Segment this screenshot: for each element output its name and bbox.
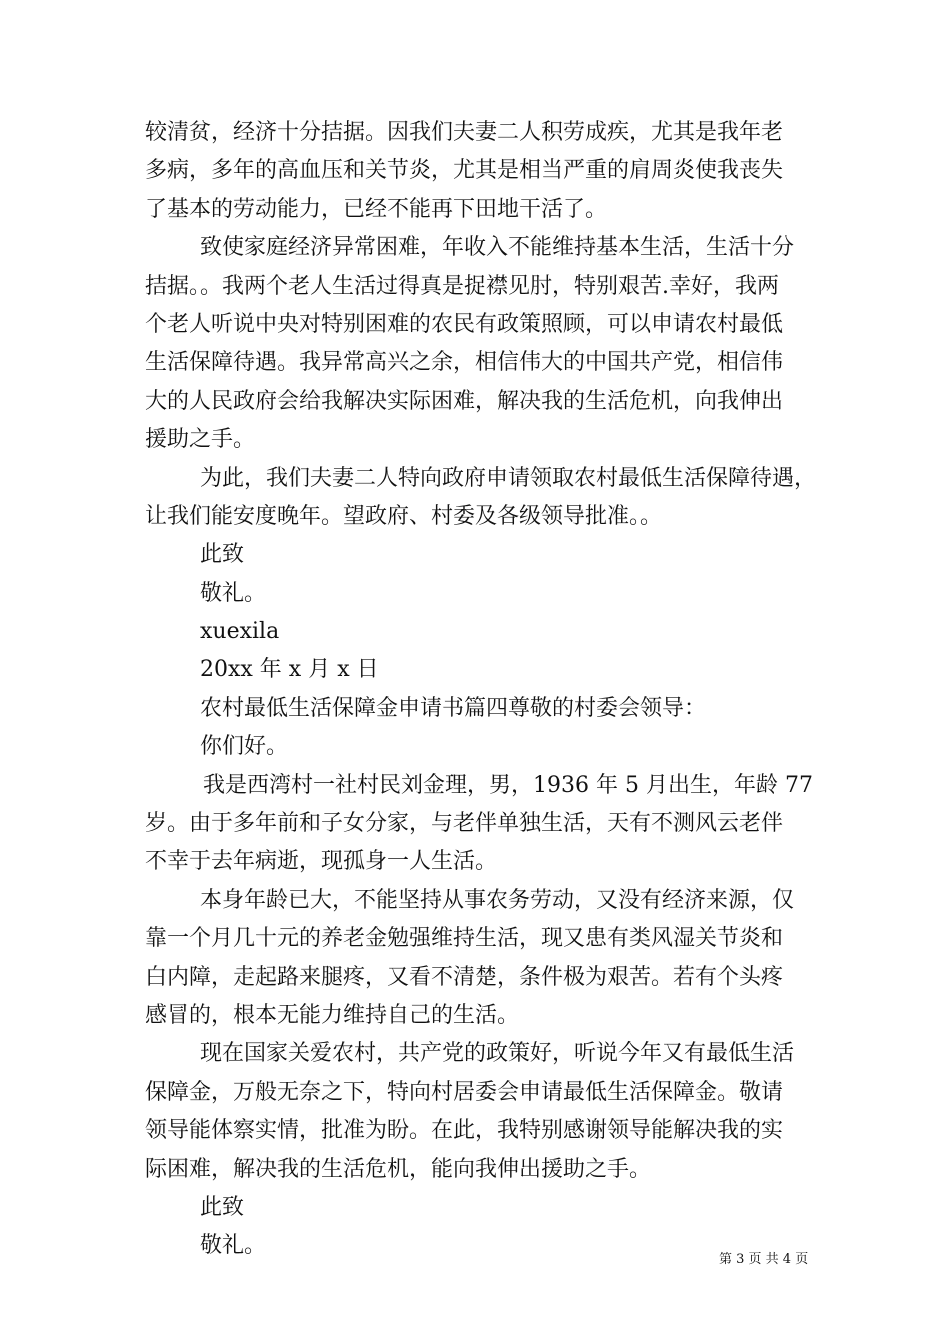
text-line: 本身年龄已大，不能坚持从事农务劳动，又没有经济来源，仅 — [200, 887, 795, 913]
text-line: 个老人听说中央对特别困难的农民有政策照顾，可以申请农村最低 — [145, 311, 784, 337]
text-line: 靠一个月几十元的养老金勉强维持生活，现又患有类风湿关节炎和 — [145, 926, 784, 952]
greeting-line: 你们好。 — [200, 734, 289, 760]
text-line: 了基本的劳动能力，已经不能再下田地干活了。 — [145, 196, 608, 222]
text-line: 岁。由于多年前和子女分家，与老伴单独生活，天有不测风云老伴 — [145, 811, 784, 837]
date-line: 20xx 年 x 月 x 日 — [200, 657, 379, 683]
salutation-line: 此致 — [200, 542, 245, 568]
section-heading: 农村最低生活保障金申请书篇四尊敬的村委会领导： — [200, 695, 707, 721]
salutation-line: 敬礼。 — [200, 580, 267, 606]
page-number: 第 3 页 共 4 页 — [719, 1252, 809, 1267]
text-line: 致使家庭经济异常困难，年收入不能维持基本生活，生活十分 — [200, 235, 795, 261]
text-line: 拮据。。我两个老人生活过得真是捉襟见肘，特别艰苦.幸好，我两 — [145, 273, 779, 299]
text-line: 较清贫，经济十分拮据。因我们夫妻二人积劳成疾，尤其是我年老 — [145, 120, 784, 145]
text-line: 不幸于去年病逝，现孤身一人生活。 — [145, 849, 498, 875]
text-line: 我是西湾村一社村民刘金理，男，1936 年 5 月出生，年龄 77 — [203, 772, 813, 798]
document-body — [145, 114, 817, 1266]
text-line: 让我们能安度晚年。望政府、村委及各级领导批准。。 — [145, 503, 663, 529]
text-line: 援助之手。 — [145, 427, 256, 453]
text-line: 现在国家关爱农村，共产党的政策好，听说今年又有最低生活 — [200, 1041, 795, 1067]
text-line: 感冒的，根本无能力维持自己的生活。 — [145, 1002, 520, 1028]
text-line: 保障金，万般无奈之下，特向村居委会申请最低生活保障金。敬请 — [145, 1079, 784, 1105]
text-line: 领导能体察实情，批准为盼。在此，我特别感谢领导能解决我的实 — [145, 1118, 784, 1144]
text-line: 多病，多年的高血压和关节炎，尤其是相当严重的肩周炎使我丧失 — [145, 158, 784, 184]
text-line: 际困难，解决我的生活危机，能向我伸出援助之手。 — [145, 1156, 652, 1182]
text-line: 生活保障待遇。我异常高兴之余，相信伟大的中国共产党，相信伟 — [145, 350, 784, 376]
text-line: 大的人民政府会给我解决实际困难，解决我的生活危机，向我伸出 — [145, 388, 784, 414]
salutation-line: 敬礼。 — [200, 1233, 267, 1259]
text-line: 白内障，走起路来腿疼，又看不清楚，条件极为艰苦。若有个头疼 — [145, 964, 784, 990]
salutation-line: 此致 — [200, 1194, 245, 1220]
text-line: 为此，我们夫妻二人特向政府申请领取农村最低生活保障待遇， — [200, 465, 817, 491]
signature-line: xuexila — [200, 619, 280, 645]
